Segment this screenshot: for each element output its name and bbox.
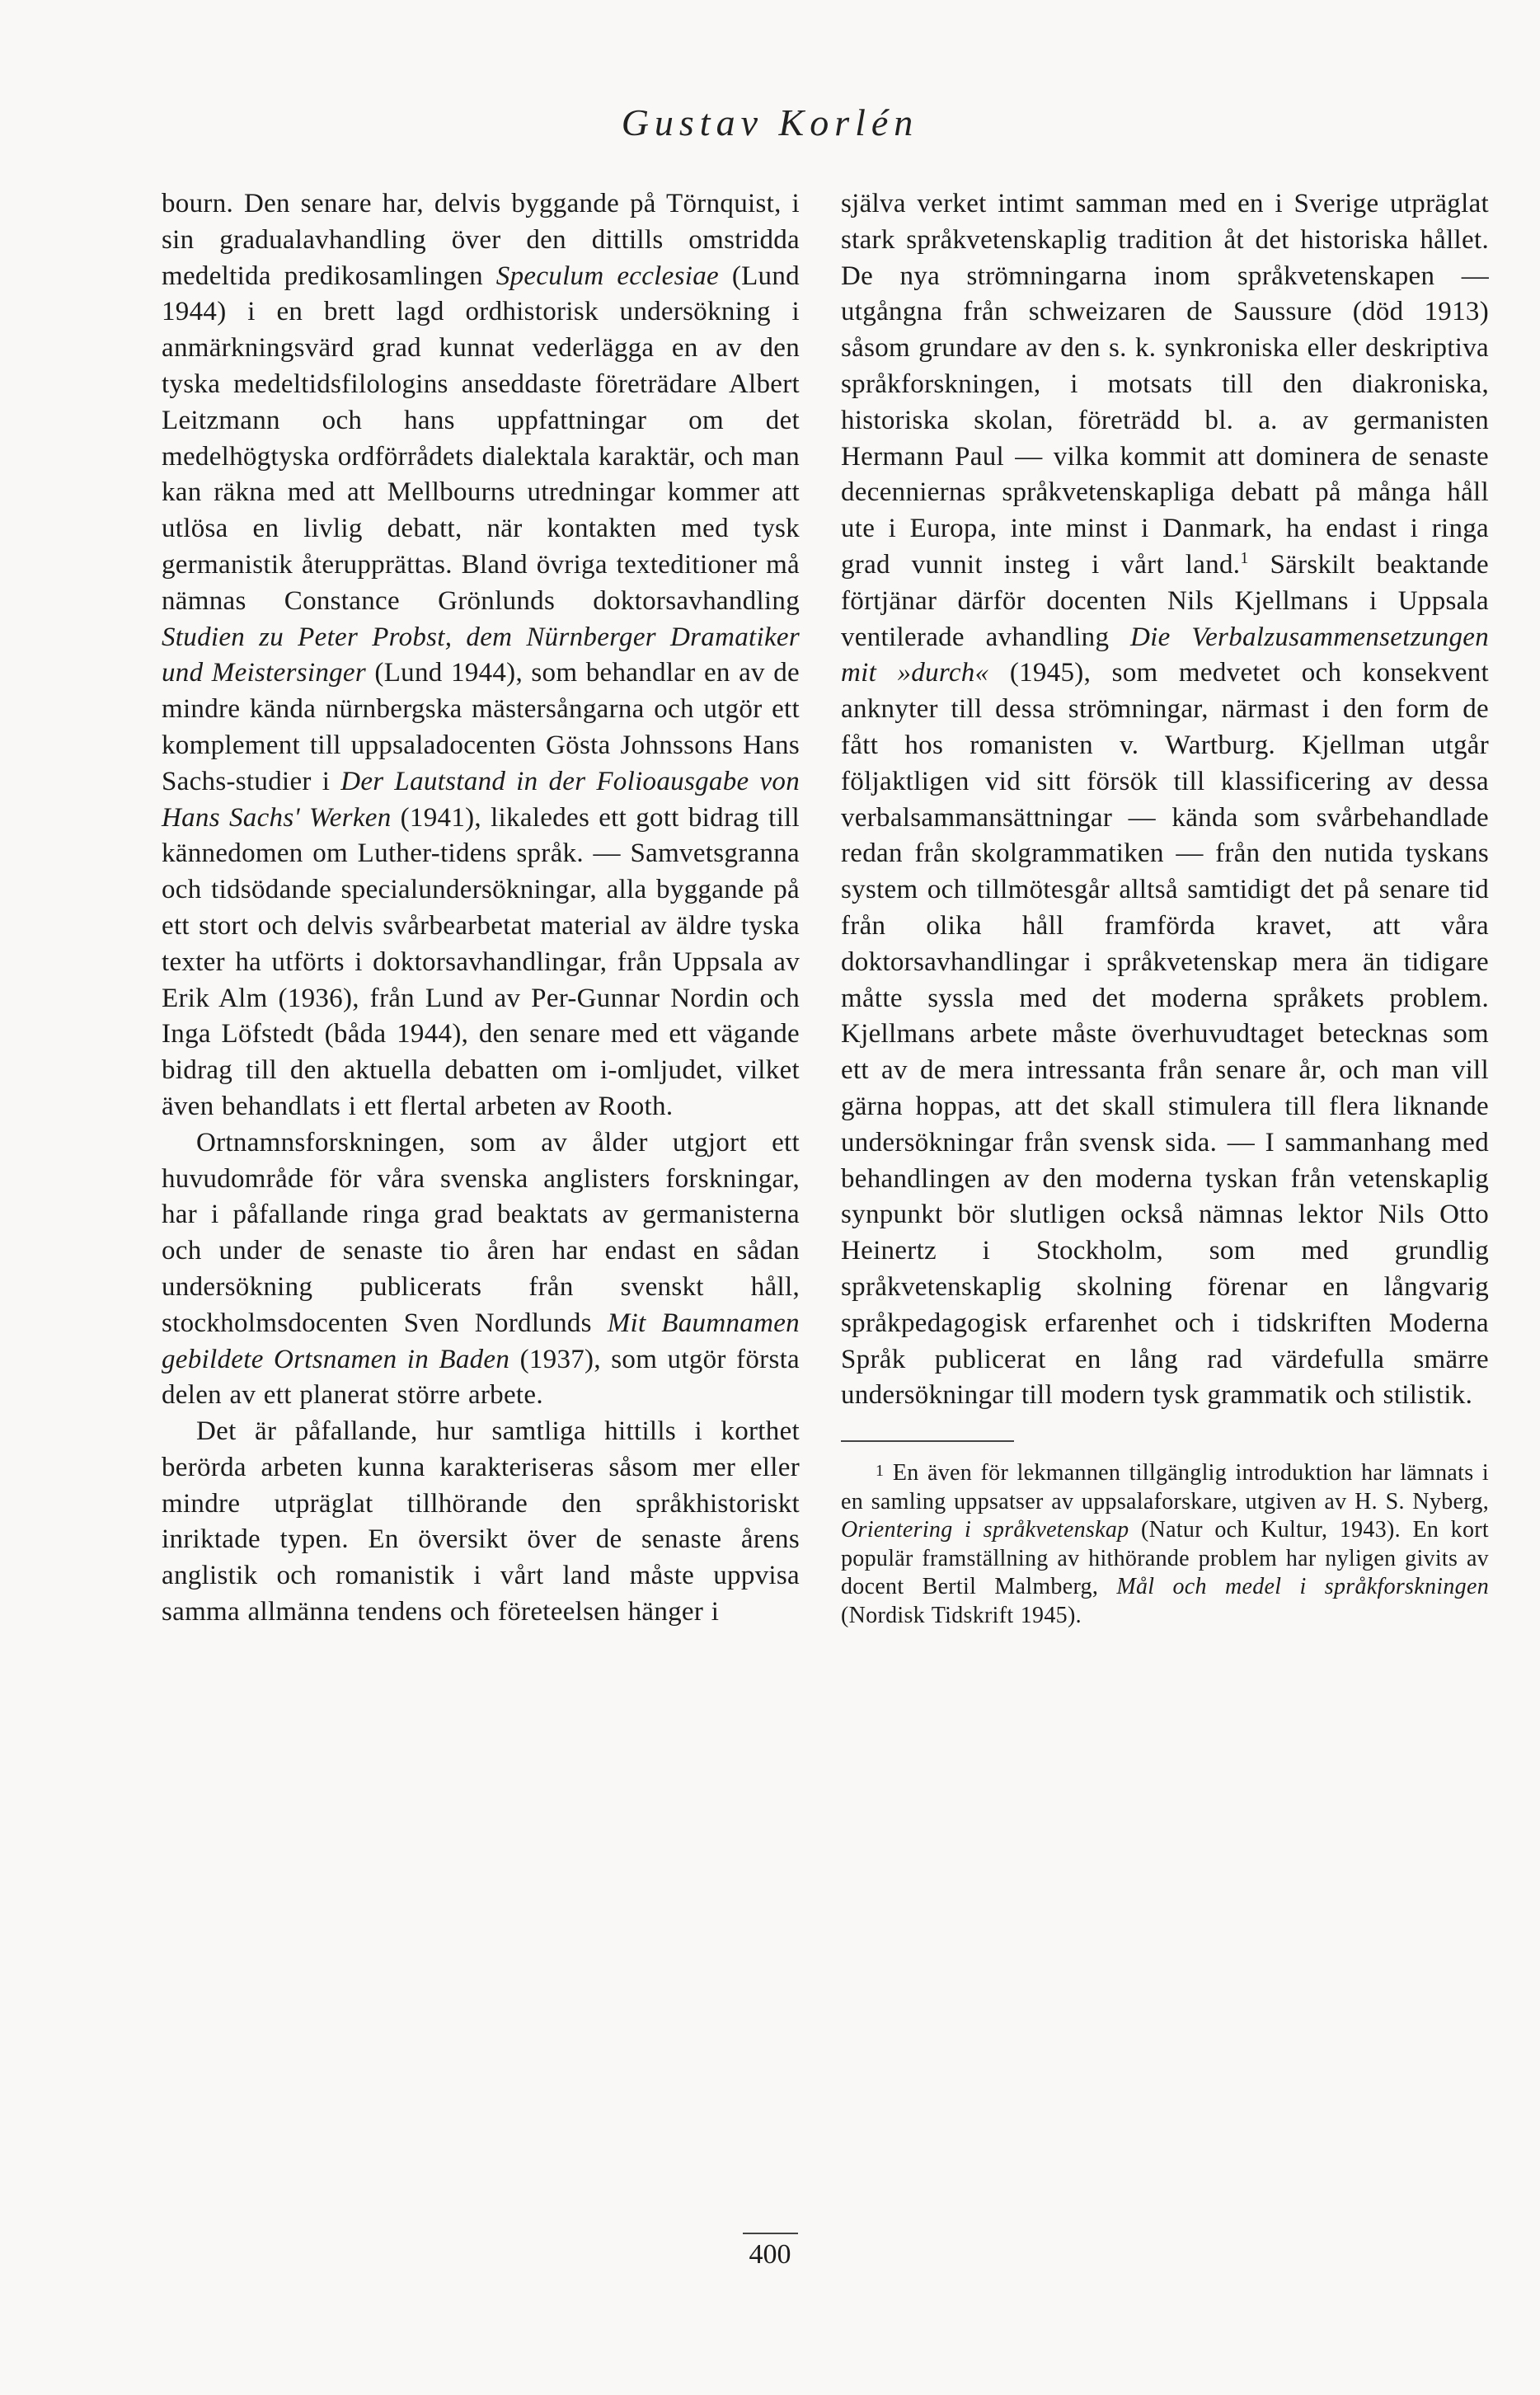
- paragraph: [841, 186, 1489, 1414]
- running-head-author: Gustav Korlén: [621, 101, 919, 143]
- footnote-reference: 1: [1240, 548, 1249, 567]
- footnote: [841, 1457, 1489, 1630]
- page-number-value: 400: [743, 2233, 798, 2271]
- text-span: bourn. Den senare har, delvis byggande på Törnquist, i sin gradualavhandling över den dittills omstridda medeltida predikosamlingen: [162, 189, 800, 291]
- text-span: (1941), likaledes ett gott bidrag till kännedomen om Luther-tidens språk. — Samvetsgranna och tidsödande specialundersökningar, alla byggande på ett stort och delvis svårbearbetat material av äldre tyska texter ha utförts i doktorsavhandlingar, från Uppsala av Erik Alm (1936), från Lund av Per-Gunnar Nordin och Inga Löfstedt (båda 1944), den senare med ett vägande bidrag till den aktuella debatten om i-omljudet, vilket även behandlats i ett flertal arbeten av Rooth.: [162, 802, 800, 1121]
- text-span: Ortnamnsforskningen, som av ålder utgjort ett huvudområde för våra svenska anglisters forskningar, har i påfallande ringa grad beaktats av germanisterna och under de senaste tio åren har endast en sådan undersökning publicerats från svenskt håll, stockholmsdocenten Sven Nordlunds: [162, 1127, 800, 1338]
- title-mal-och-medel: Mål och medel i språkforskningen: [1116, 1574, 1489, 1600]
- title-speculum: Speculum ecclesiae: [495, 261, 719, 291]
- text-span: (1945), som medvetet och konsekvent anknyter till dessa strömningar, närmast i den form de fått hos romanisten v. Wartburg. Kjellman utgår följaktligen vid sitt försök till klassificering av dessa verbalsammansättningar — kända som svårbehandlade redan från skolgrammatiken — från den nutida tyskans system och tillmötesgår alltså samtidigt det på senare tid från olika håll framförda kravet, att våra doktorsavhandlingar i språkvetenskap mera än tidigare måtte syssla med det moderna språkets problem. Kjellmans arbete måste överhuvudtaget betecknas som ett av de mera intressanta från senare år, och man vill gärna hoppas, att det skall stimulera till flera liknande undersökningar från svensk sida. — I sammanhang med behandlingen av den moderna tyskan från vetenskaplig synpunkt bör slutligen också nämnas lektor Nils Otto Heinertz i Stockholm, som med grundlig språkvetenskaplig skolning förenar en långvarig språkpedagogisk erfarenhet och i tidskriften Moderna Språk publicerat en lång rad värdefulla smärre undersökningar till modern tysk grammatik och stilistik.: [841, 658, 1489, 1411]
- paragraph: [162, 1125, 800, 1414]
- title-verbalzusammensetzungen: Die Verbalzusammensetzungen mit »durch«: [841, 622, 1489, 688]
- text-span: Särskilt beaktande förtjänar därför docenten Nils Kjellmans i Uppsala ventilerade avhandling: [841, 549, 1489, 652]
- title-orientering: Orientering i språkvetenskap: [841, 1517, 1129, 1543]
- left-column: [162, 186, 800, 1631]
- text-span: (1937), som utgör första delen av ett planerat större arbete.: [162, 1344, 800, 1411]
- page-number: [0, 2233, 1540, 2271]
- footnote-mark: 1: [876, 1462, 885, 1481]
- text-span: (Nordisk Tidskrift 1945).: [841, 1602, 1082, 1628]
- paragraph: Det är påfallande, hur samtliga hittills i korthet berörda arbeten kunna karakteriseras såsom mer eller mindre utpräglat tillhörande den språkhistoriskt inriktade typen. En översikt över de senaste årens anglistik och romanistik i vårt land måste uppvisa samma allmänna tendens och företeelsen hänger i: [162, 1416, 800, 1627]
- text-span: (Lund 1944) i en brett lagd ordhistorisk undersökning i anmärkningsvärd grad kunnat vederlägga en av den tyska medeltidsfilologins anseddaste företrädare Albert Leitzmann och hans uppfattningar om det medelhögtyska ordförrådets dialektala karaktär, och man kan räkna med att Mellbourns utredningar kommer att utlösa en livlig debatt, när kontakten med tysk germanistik återupprättas. Bland övriga texteditioner må nämnas Constance Grönlunds doktorsavhandling: [162, 261, 800, 616]
- title-studien: Studien zu Peter Probst, dem Nürnberger Dramatiker und Meistersinger: [162, 622, 800, 688]
- text-span: En även för lekmannen tillgänglig introduktion har lämnats i en samling uppsatser av uppsalaforskare, utgiven av H. S. Nyberg,: [841, 1460, 1489, 1514]
- paragraph: [162, 186, 800, 1125]
- footnote-divider: [841, 1440, 1014, 1442]
- right-column: [841, 186, 1489, 1630]
- title-baumnamen: Mit Baumnamen gebildete Ortsnamen in Baden: [162, 1308, 800, 1374]
- text-span: (Lund 1944), som behandlar en av de mindre kända nürnbergska mästersångarna och utgör ett komplement till uppsaladocenten Gösta Johnssons Hans Sachs-studier i: [162, 658, 800, 796]
- title-lautstand: Der Lautstand in der Folioausgabe von Hans Sachs' Werken: [162, 766, 800, 833]
- text-span: (Natur och Kultur, 1943). En kort populär framställning av hithörande problem har nyligen givits av docent Bertil Malmberg,: [841, 1517, 1489, 1600]
- text-span: själva verket intimt samman med en i Sverige utpräglat stark språkvetenskaplig tradition åt det historiska hållet. De nya strömningarna inom språkvetenskapen — utgångna från schweizaren de Saussure (död 1913) såsom grundare av den s. k. synkroniska eller deskriptiva språkforskningen, i motsats till den diakroniska, historiska skolan, företrädd bl. a. av germanisten Hermann Paul — vilka kommit att dominera de senaste decenniernas språkvetenskapliga debatt på många håll ute i Europa, inte minst i Danmark, ha endast i ringa grad vunnit insteg i vårt land.: [841, 189, 1489, 580]
